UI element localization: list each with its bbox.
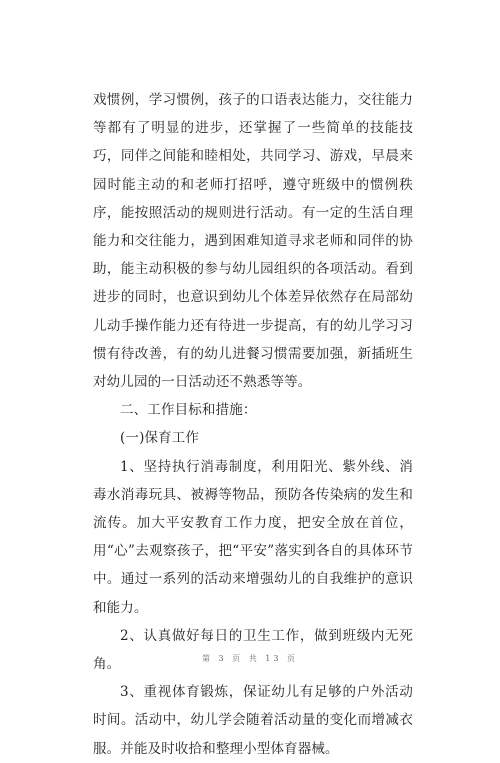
section-heading-goals: 二、工作目标和措施： (120, 402, 257, 419)
paragraph-item-3: 3、重视体育锻炼，保证幼儿有足够的户外活动时间。活动中，幼儿学会随着活动量的变化而增减衣服。并能及时收拾和整理小型体育器械。 (93, 684, 413, 757)
subsection-heading-care: (一)保育工作 (120, 430, 200, 447)
page-number-footer: 第 3 页 共 13 页 (202, 654, 298, 663)
paragraph-item-1: 1、坚持执行消毒制度，利用阳光、紫外线、消毒水消毒玩具、被褥等物品，预防各传染病的发生和流传。加大平安教育工作力度，把安全放在首位，用“心”去观察孩子，把“平安”落实到各自的具体环节中。通过一系列的活动来增强幼儿的自我维护的意识和能力。 (93, 458, 413, 616)
paragraph-item-2: 2、认真做好每日的卫生工作，做到班级内无死角。 (93, 627, 413, 673)
paragraph-continuation: 戏惯例，学习惯例，孩子的口语表达能力，交往能力等都有了明显的进步，还掌握了一些简单的技能技巧，同伴之间能和睦相处，共同学习、游戏，早晨来园时能主动的和老师打招呼，遵守班级中的惯例秩序，能按照活动的规则进行活动。有一定的生活自理能力和交往能力，遇到困难知道寻求老师和同伴的协助，能主动积极的参与幼儿园组织的各项活动。看到进步的同时，也意识到幼儿个体差异依然存在局部幼儿动手操作能力还有待进一步提高，有的幼儿学习习惯有待改善，有的幼儿进餐习惯需要加强，新插班生对幼儿园的一日活动还不熟悉等等。 (93, 92, 413, 391)
